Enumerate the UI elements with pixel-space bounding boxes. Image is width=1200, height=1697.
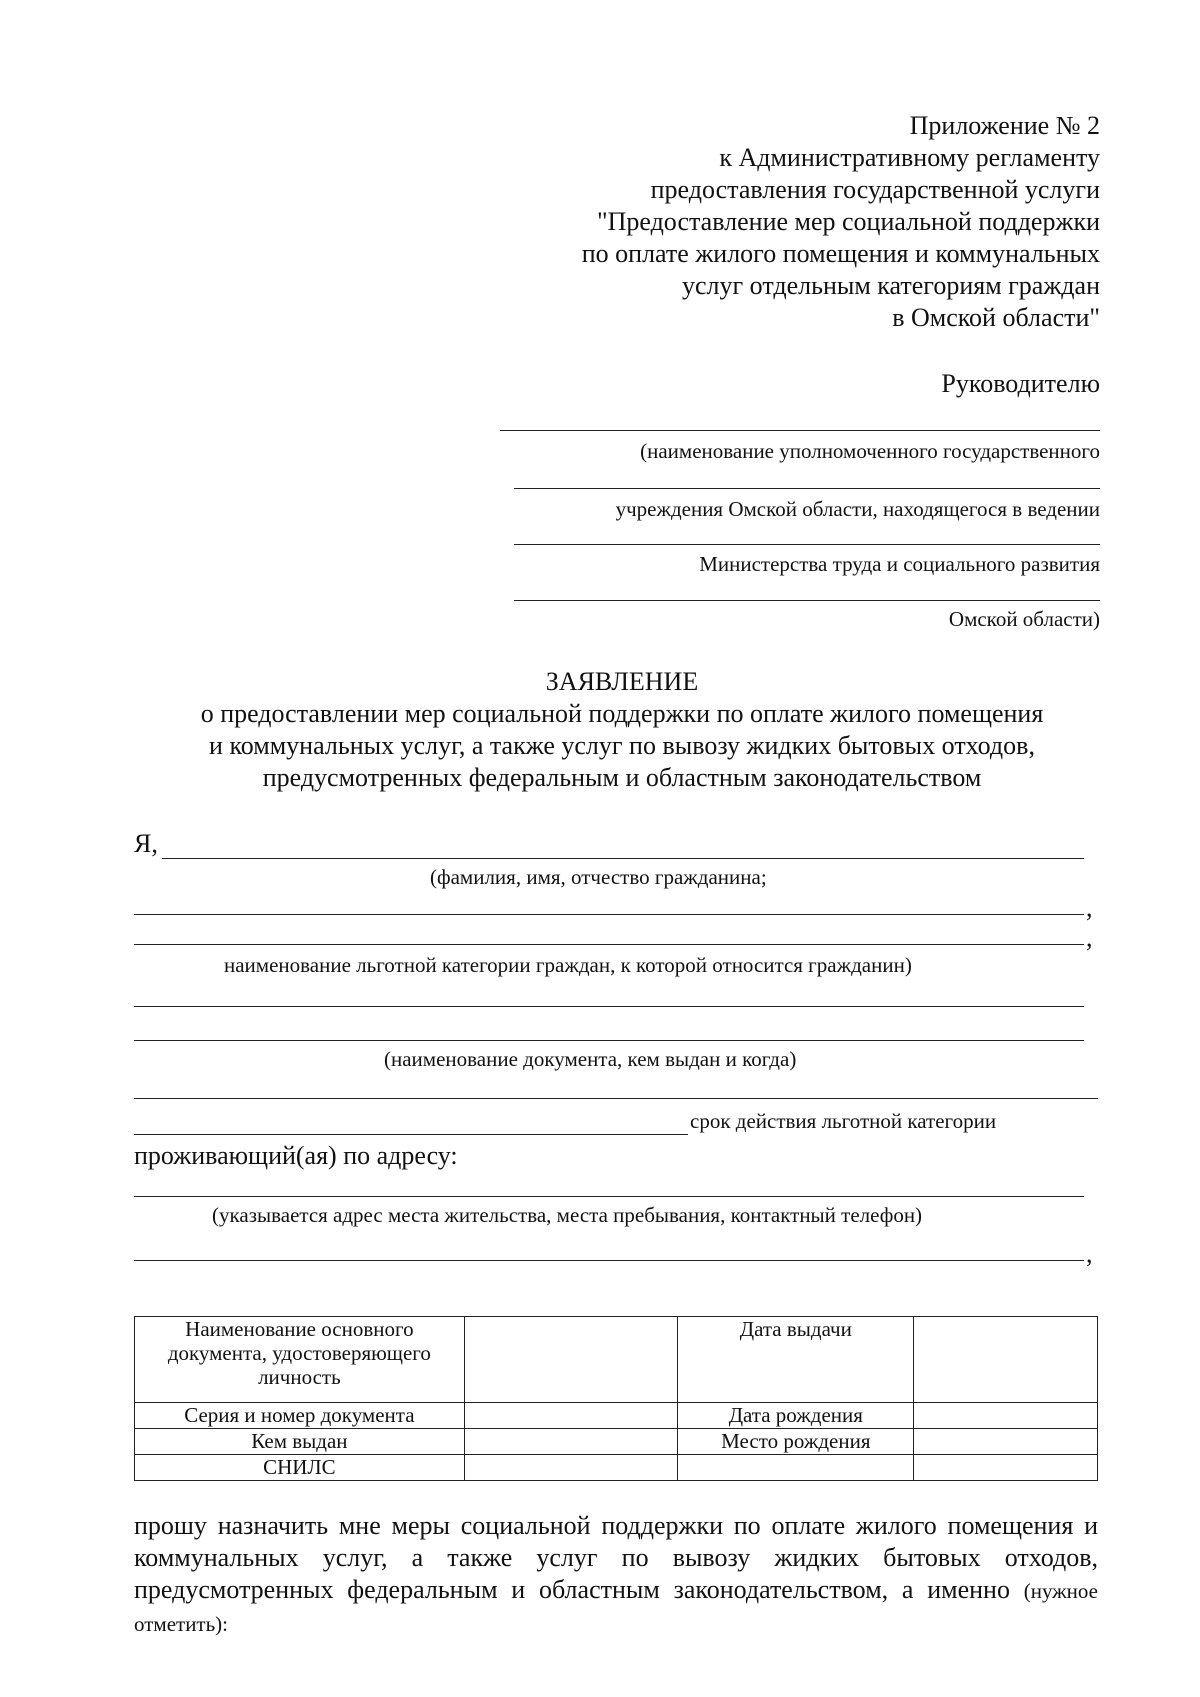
address-label: проживающий(ая) по адресу: (134, 1141, 458, 1170)
table-cell-value[interactable] (464, 1403, 678, 1429)
table-cell-value[interactable] (464, 1455, 678, 1481)
title-line: о предоставлении мер социальной поддержки по оплате жилого помещения (200, 699, 1044, 728)
addressee-hint: (наименование уполномоченного государственного (640, 439, 1100, 463)
document-blank-line[interactable] (134, 1040, 1084, 1041)
header-line: к Административному регламенту (719, 143, 1100, 172)
table-cell-value[interactable] (678, 1455, 914, 1481)
table-cell-value[interactable] (464, 1317, 678, 1403)
fio-blank-line[interactable] (134, 914, 1084, 915)
request-note: (нужное отметить): (134, 1579, 1098, 1636)
table-row (135, 1317, 1098, 1403)
table-cell-label: Место рождения (678, 1429, 914, 1455)
addressee-blank-line[interactable] (514, 488, 1100, 489)
table-cell-label: Серия и номер документа (135, 1403, 465, 1429)
term-label: срок действия льготной категории (690, 1109, 997, 1133)
request-paragraph (134, 1510, 1098, 1640)
header-line: по оплате жилого помещения и коммунальных (581, 239, 1100, 268)
header-line: в Омской области" (892, 303, 1100, 332)
table-cell-label: СНИЛС (135, 1455, 465, 1481)
appendix-number: Приложение № 2 (909, 111, 1100, 140)
addressee-blank-line[interactable] (500, 430, 1100, 431)
term-blank-line[interactable] (134, 1134, 688, 1135)
document-hint: (наименование документа, кем выдан и когда) (384, 1047, 797, 1071)
addressee-hint: учреждения Омской области, находящегося в ведении (615, 497, 1100, 521)
ya-label: Я, (134, 829, 158, 858)
title-line: и коммунальных услуг, а также услуг по вывозу жидких бытовых отходов, (209, 731, 1035, 760)
header-line: услуг отдельным категориям граждан (682, 271, 1100, 300)
address-hint: (указывается адрес места жительства, места пребывания, контактный телефон) (212, 1203, 923, 1227)
table-cell-label: Кем выдан (135, 1429, 465, 1455)
table-cell-value[interactable] (914, 1429, 1098, 1455)
address-blank-line[interactable] (134, 1196, 1084, 1197)
line-comma: , (1086, 893, 1093, 922)
title-line: предусмотренных федеральным и областным законодательством (262, 763, 982, 792)
line-comma: , (1086, 1239, 1093, 1268)
addressee-hint: Омской области) (948, 607, 1100, 631)
table-cell-value[interactable] (914, 1403, 1098, 1429)
addressee-blank-line[interactable] (514, 544, 1100, 545)
address-blank-line[interactable] (134, 1260, 1084, 1261)
category-hint: наименование льготной категории граждан, к которой относится гражданин) (224, 953, 912, 977)
fio-blank-line[interactable] (162, 858, 1084, 859)
request-text: прошу назначить мне меры социальной поддержки по оплате жилого помещения и коммунальных услуг, а также услуг по вывозу жидких бытовых отходов, предусмотренных федеральным и областным законодательством, а именно (134, 1511, 1098, 1604)
identity-document-table (134, 1316, 1098, 1481)
category-blank-line[interactable] (134, 944, 1084, 945)
addressee: Руководителю (941, 369, 1100, 398)
table-cell-label: Дата рождения (678, 1403, 914, 1429)
table-cell-value[interactable] (464, 1429, 678, 1455)
table-cell-value[interactable] (914, 1455, 1098, 1481)
table-row (135, 1403, 1098, 1429)
addressee-hint: Министерства труда и социального развития (699, 552, 1100, 576)
header-line: "Предоставление мер социальной поддержки (596, 207, 1100, 236)
table-cell-value[interactable] (914, 1317, 1098, 1403)
header-line: предоставления государственной услуги (650, 175, 1100, 204)
document-blank-line[interactable] (134, 1098, 1098, 1099)
table-cell-label: Наименование основного документа, удостоверяющего личность (135, 1317, 465, 1403)
document-blank-line[interactable] (134, 1006, 1084, 1007)
line-comma: , (1086, 923, 1093, 952)
document-title: ЗАЯВЛЕНИЕ (545, 667, 699, 696)
addressee-blank-line[interactable] (514, 600, 1100, 601)
table-row (135, 1455, 1098, 1481)
table-row (135, 1429, 1098, 1455)
fio-hint: (фамилия, имя, отчество гражданина; (430, 865, 767, 889)
table-cell-label: Дата выдачи (678, 1317, 914, 1403)
